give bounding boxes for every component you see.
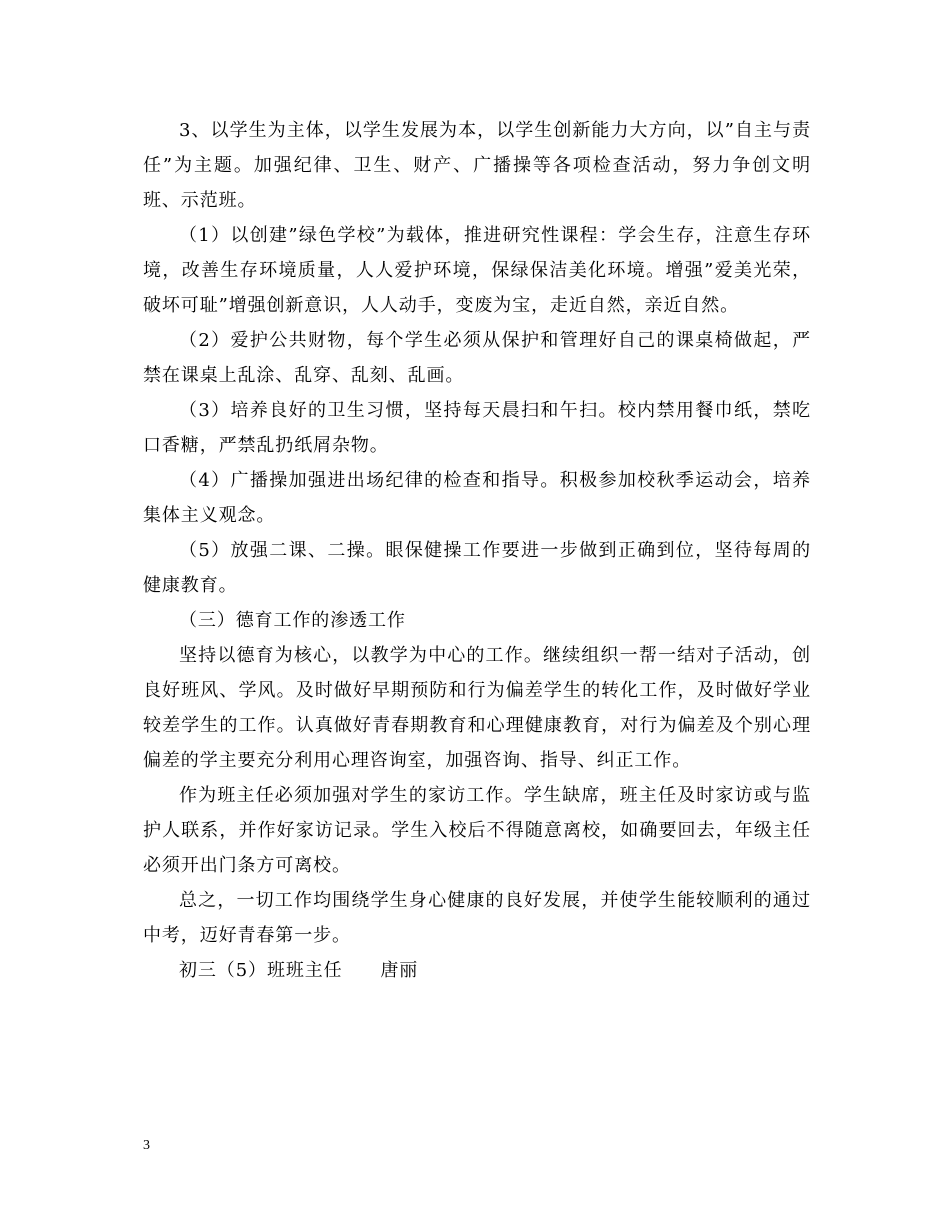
paragraph-subitem-4: （4）广播操加强进出场纪律的检查和指导。积极参加校秋季运动会，培养集体主义观念。 bbox=[143, 470, 811, 526]
paragraph-subitem-3: （3）培养良好的卫生习惯，坚持每天晨扫和午扫。校内禁用餐巾纸，禁吃口香糖，严禁乱扔纸屑杂物。 bbox=[143, 400, 811, 456]
paragraph-subitem-5: （5）放强二课、二操。眼保健操工作要进一步做到正确到位，坚待每周的健康教育。 bbox=[143, 540, 811, 596]
paragraph-item-3: 3、以学生为主体，以学生发展为本，以学生创新能力大方向，以”自主与责任”为主题。加强纪律、卫生、财产、广播操等各项检查活动，努力争创文明班、示范班。 bbox=[143, 120, 811, 211]
paragraph-moral-education: 坚持以德育为核心，以教学为中心的工作。继续组织一帮一结对子活动，创良好班风、学风。及时做好早期预防和行为偏差学生的转化工作，及时做好学业较差学生的工作。认真做好青春期教育和心理健康教育，对行为偏差及个别心理偏差的学主要充分利用心理咨询室，加强咨询、指导、纠正工作。 bbox=[143, 645, 811, 771]
paragraph-subitem-2: （2）爱护公共财物，每个学生必须从保护和管理好自己的课桌椅做起，严禁在课桌上乱涂、乱穿、乱刻、乱画。 bbox=[143, 330, 811, 386]
document-body bbox=[143, 113, 811, 988]
page-number: 3 bbox=[143, 1138, 150, 1153]
paragraph-home-visits: 作为班主任必须加强对学生的家访工作。学生缺席，班主任及时家访或与监护人联系，并作好家访记录。学生入校后不得随意离校，如确要回去，年级主任必须开出门条方可离校。 bbox=[143, 785, 811, 876]
section-heading: （三）德育工作的渗透工作 bbox=[179, 610, 406, 631]
paragraph-conclusion: 总之，一切工作均围绕学生身心健康的良好发展，并使学生能较顺利的通过中考，迈好青春第一步。 bbox=[143, 890, 811, 946]
signature-line: 初三（5）班班主任 唐丽 bbox=[179, 960, 419, 981]
paragraph-subitem-1: （1）以创建”绿色学校”为载体，推进研究性课程：学会生存，注意生存环境，改善生存环境质量，人人爱护环境，保绿保洁美化环境。增强”爱美光荣，破坏可耻”增强创新意识，人人动手，变废为宝，走近自然，亲近自然。 bbox=[143, 225, 811, 316]
